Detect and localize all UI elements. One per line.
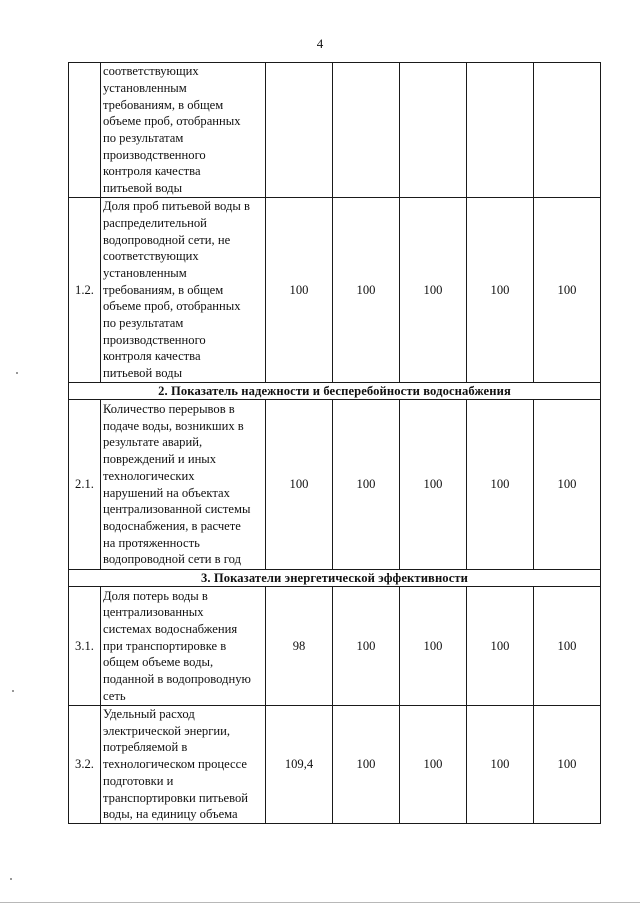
value-cell (333, 63, 400, 198)
table-row (69, 63, 601, 198)
scan-speck (10, 878, 12, 880)
value-cell (400, 63, 467, 198)
item-description (101, 400, 266, 570)
value-cell: 100 (467, 400, 534, 570)
value-cell: 109,4 (266, 706, 333, 824)
item-number (69, 63, 101, 198)
section-title: 2. Показатель надежности и бесперебойности водоснабжения (69, 383, 601, 400)
value-cell: 100 (333, 400, 400, 570)
value-cell: 100 (400, 706, 467, 824)
item-description (101, 63, 266, 198)
page-number: 4 (316, 36, 324, 51)
item-number: 2.1. (69, 400, 101, 570)
value-cell: 100 (467, 587, 534, 706)
value-cell: 100 (534, 198, 601, 383)
table-row (69, 400, 601, 570)
item-description-text: Количество перерывов в подаче воды, возникших в результате аварий, повреждений и иных технологических нарушений на объектах централизованной системы водоснабжения, в расчете на протяженность водопроводной сети в год (103, 401, 251, 567)
value-cell (467, 63, 534, 198)
value-cell: 100 (333, 587, 400, 706)
value-cell: 100 (333, 706, 400, 824)
value-cell: 100 (266, 400, 333, 570)
value-cell: 100 (400, 400, 467, 570)
item-description-text: Доля проб питьевой воды в распределительной водопроводной сети, не соответствующих установленным требованиям, в общем объеме проб, отобранных по результатам производственного контроля качества питьевой воды (103, 199, 250, 381)
item-number: 1.2. (69, 198, 101, 383)
value-cell: 100 (400, 587, 467, 706)
item-number: 3.1. (69, 587, 101, 706)
value-cell: 100 (534, 400, 601, 570)
item-description-text: Доля потерь воды в централизованных системах водоснабжения при транспортировке в общем объеме воды, поданной в водопроводную сеть (103, 588, 251, 703)
indicators-table (68, 62, 601, 824)
value-cell: 100 (400, 198, 467, 383)
value-cell: 100 (333, 198, 400, 383)
item-description-text: соответствующих установленным требованиям, в общем объеме проб, отобранных по результатам производственного контроля качества питьевой воды (103, 64, 241, 196)
scan-speck (12, 690, 14, 692)
value-cell: 100 (467, 198, 534, 383)
table-row (69, 587, 601, 706)
value-cell: 98 (266, 587, 333, 706)
item-description-text: Удельный расход электрической энергии, потребляемой в технологическом процессе подготовки и транспортировки питьевой воды, на единицу объема (103, 707, 249, 822)
item-description (101, 706, 266, 824)
table-row (69, 706, 601, 824)
item-description (101, 198, 266, 383)
scan-speck (16, 372, 18, 374)
scan-edge-line (0, 902, 640, 903)
value-cell (534, 63, 601, 198)
section-row (69, 383, 601, 400)
section-title: 3. Показатели энергетической эффективности (69, 570, 601, 587)
section-row (69, 570, 601, 587)
value-cell (266, 63, 333, 198)
value-cell: 100 (266, 198, 333, 383)
value-cell: 100 (534, 706, 601, 824)
item-number: 3.2. (69, 706, 101, 824)
table-row (69, 198, 601, 383)
value-cell: 100 (534, 587, 601, 706)
item-description (101, 587, 266, 706)
value-cell: 100 (467, 706, 534, 824)
